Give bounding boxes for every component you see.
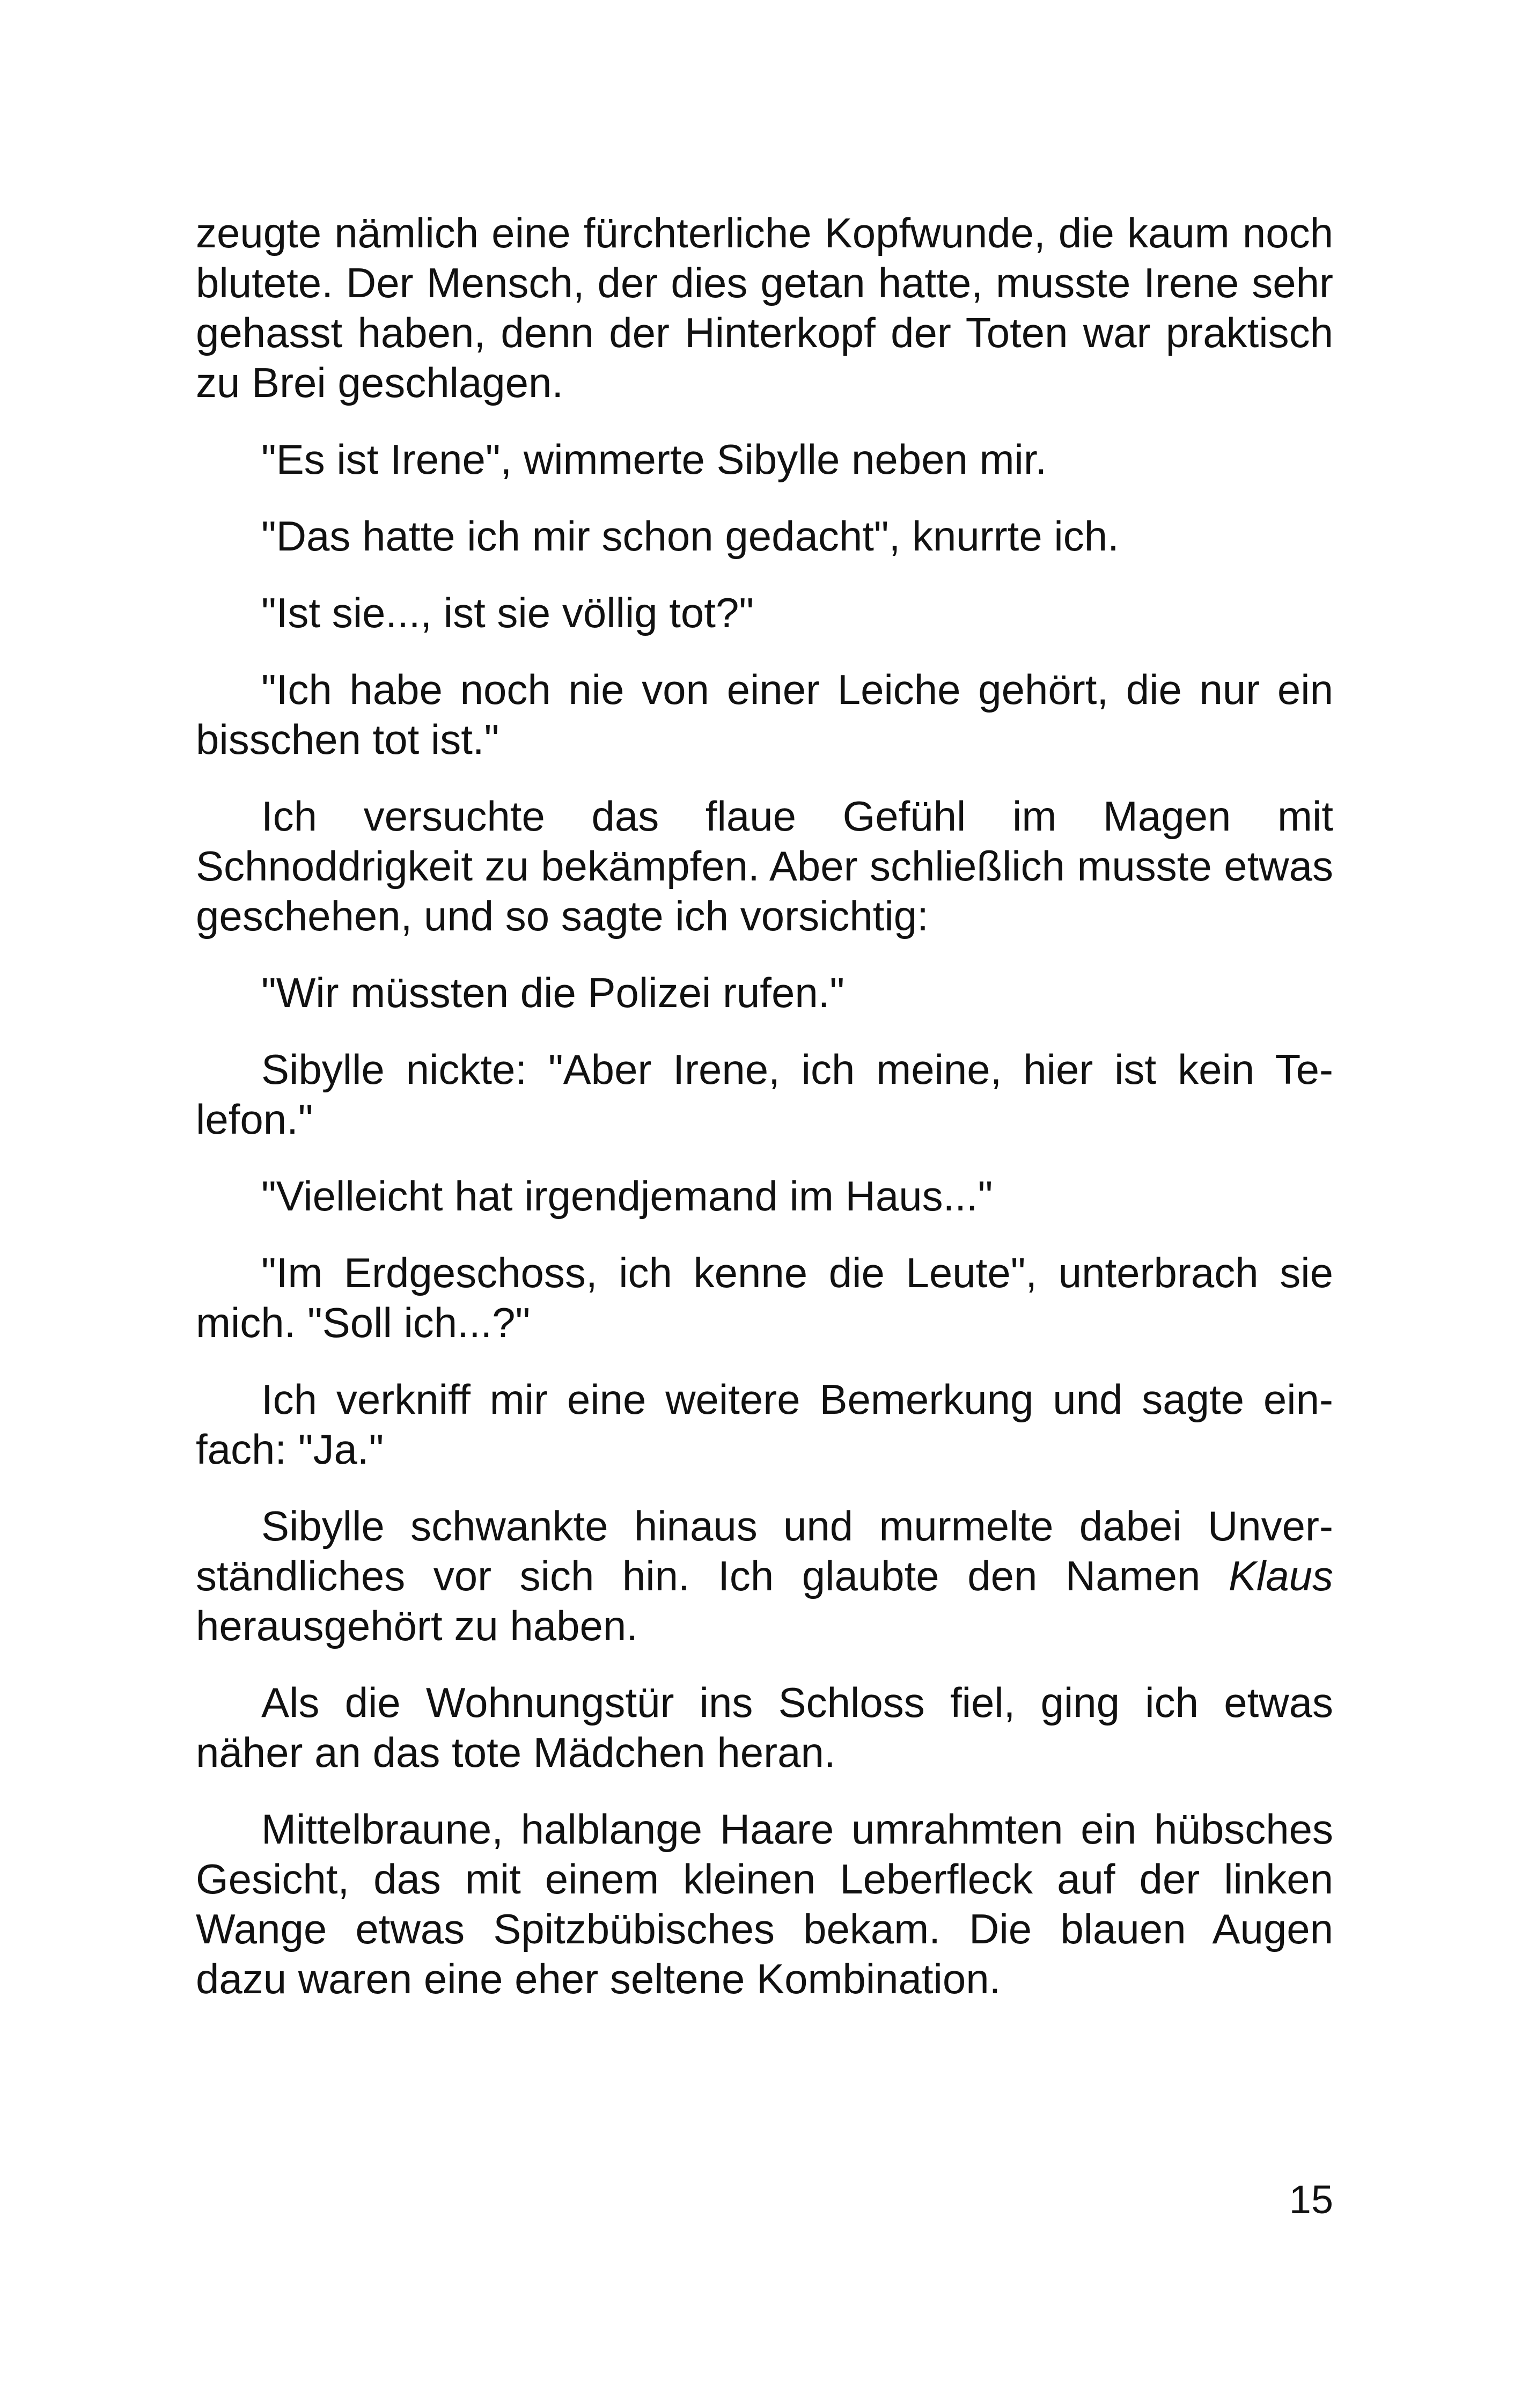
paragraph-10: "Im Erdgeschoss, ich kenne die Leute", unterbrach sie mich. "Soll ich...?": [196, 1249, 1333, 1346]
paragraph-14: Mittelbraune, halblange Haare umrahmten ein hübsches Gesicht, das mit einem kleinen Leberfleck auf der linken Wange etwas Spitzbübisches bekam. Die blauen Augen dazu waren eine eher seltene Kombination.: [196, 1805, 1333, 2002]
paragraph-12-end: herausgehört zu haben.: [196, 1602, 638, 1649]
paragraph-12: [196, 1501, 1333, 1651]
paragraph-3: "Das hatte ich mir schon gedacht", knurrte ich.: [261, 512, 1119, 560]
paragraph-2: "Es ist Irene", wimmerte Sibylle neben mir.: [261, 436, 1047, 483]
paragraph-4: "Ist sie..., ist sie völlig tot?": [261, 589, 754, 636]
paragraph-12-start: Sibylle schwankte hinaus und murmelte dabei Unverständliches vor sich hin. Ich glaubte den Namen: [196, 1502, 1333, 1599]
paragraph-5: "Ich habe noch nie von einer Leiche gehört, die nur ein bisschen tot ist.": [196, 666, 1333, 763]
paragraph-8: Sibylle nickte: "Aber Irene, ich meine, hier ist kein Telefon.": [196, 1046, 1333, 1143]
paragraph-6: Ich versuchte das flaue Gefühl im Magen mit Schnoddrigkeit zu bekämpfen. Aber schließlich musste etwas geschehen, und so sagte ich vorsichtig:: [196, 792, 1333, 939]
paragraph-13: Als die Wohnungstür ins Schloss fiel, ging ich etwas näher an das tote Mädchen heran.: [196, 1679, 1333, 1776]
paragraph-7: "Wir müssten die Polizei rufen.": [261, 969, 845, 1016]
paragraph-11: Ich verkniff mir eine weitere Bemerkung und sagte einfach: "Ja.": [196, 1376, 1333, 1473]
emphasis-name-klaus: Klaus: [1228, 1552, 1333, 1599]
paragraph-1: zeugte nämlich eine fürchterliche Kopfwunde, die kaum noch blutete. Der Mensch, der dies getan hatte, musste Irene sehr gehasst haben, denn der Hinterkopf der Toten war praktisch zu Brei geschlagen.: [196, 209, 1333, 406]
page-number: 15: [1289, 2177, 1333, 2222]
paragraph-9: "Vielleicht hat irgendjemand im Haus...": [261, 1172, 993, 1220]
body-text: [196, 208, 1333, 2031]
